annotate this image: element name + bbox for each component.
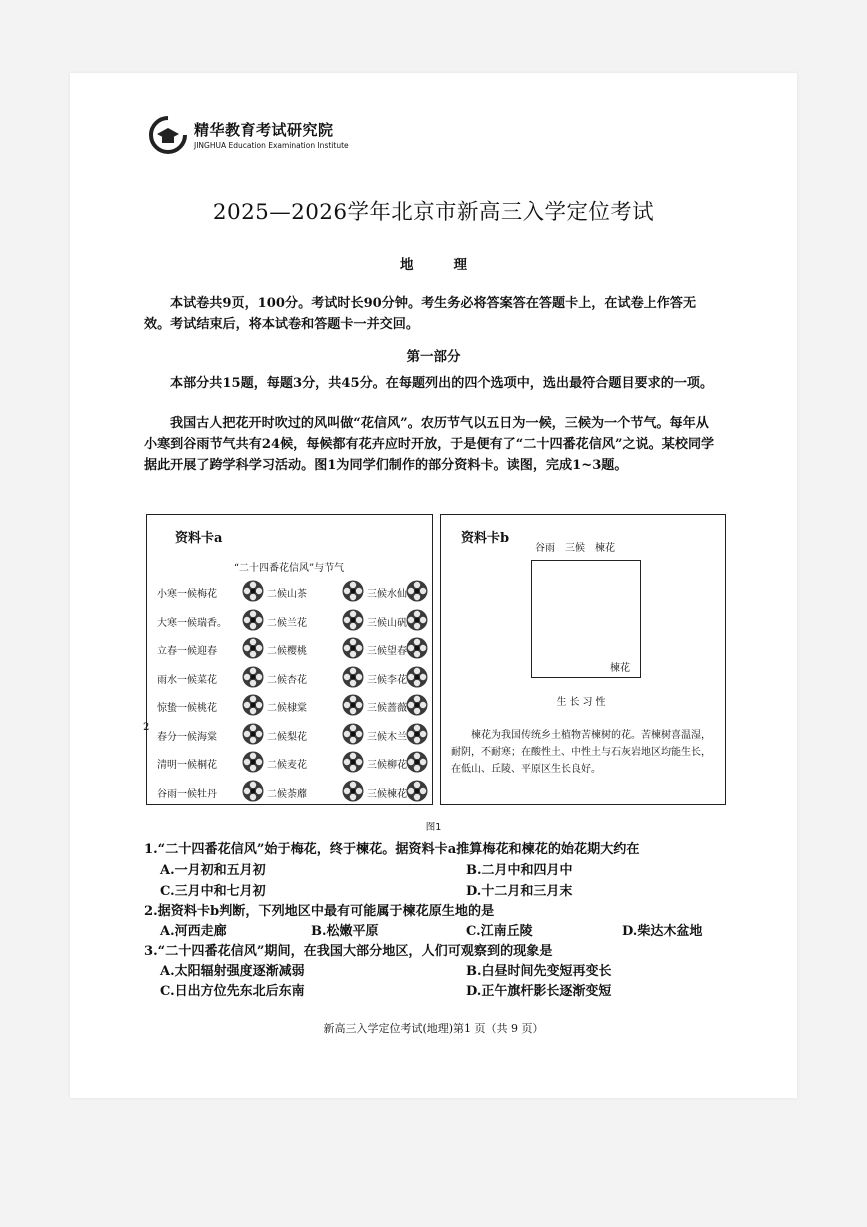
flower-icon (241, 779, 265, 803)
data-card-a (146, 514, 433, 805)
flower-icon (405, 579, 429, 603)
exam-title: 2025—2026学年北京市新高三入学定位考试 (212, 200, 655, 225)
term-text: 三候柳花 (367, 760, 407, 771)
q2-option-a[interactable]: A.河西走廊 (160, 924, 227, 939)
term-text: 二候杏花 (267, 674, 307, 686)
q3-option-c[interactable]: C.日出方位先东北后东南 (160, 984, 305, 999)
flower-icon (405, 636, 429, 660)
card-b-term-labels: 谷雨 三候 楝花 (535, 543, 615, 554)
flower-icon (341, 665, 365, 689)
flower-icon (241, 665, 265, 689)
term-text: 三候李花 (367, 674, 407, 686)
term-cell-1: 立春一候迎春 (157, 646, 217, 657)
term-cell-1: 大寒一候瑞香。 (157, 617, 227, 629)
flower-icon (241, 693, 265, 717)
term-cell-1: 雨水一候菜花 (157, 674, 217, 686)
figure-label: 图1 (425, 822, 442, 833)
question-1: 1.“二十四番花信风”始于梅花，终于楝花。据资料卡a推算梅花和楝花的始花期大约在 (144, 842, 640, 857)
q3-option-b[interactable]: B.白昼时间先变短再变长 (466, 964, 612, 979)
flower-image-label: 楝花 (610, 663, 630, 674)
flower-icon (341, 608, 365, 632)
flower-icon (405, 665, 429, 689)
section-instructions: 本部分共15题，每题3分，共45分。在每题列出的四个选项中，选出最符合题目要求的一项。 (170, 376, 714, 391)
term-text: 三候水仙 (367, 589, 407, 600)
q3-option-a[interactable]: A.太阳辐射强度逐渐减弱 (160, 964, 305, 979)
term-text: 二候山茶 (267, 589, 307, 600)
card-a-title: 资料卡a (175, 531, 223, 546)
flower-icon (241, 608, 265, 632)
flower-icon (341, 636, 365, 660)
flower-icon (341, 579, 365, 603)
logo-name-cn: 精华教育考试研究院 (194, 121, 334, 139)
term-text: 三候楝花 (367, 788, 407, 800)
flower-icon (341, 722, 365, 746)
flower-icon (405, 693, 429, 717)
flower-icon (405, 722, 429, 746)
term-cell-1: 清明一候桐花 (157, 760, 217, 771)
reading-material: 我国古人把花开时吹过的风叫做“花信风”。农历节气以五日为一候，三候为一个节气。每年从小寒到谷雨节气共有24候，每候都有花卉应时开放，于是便有了“二十四番花信风”之说。某校同学据此开展了跨学科学习活动。图1为同学们制作的部分资料卡。读图，完成1~3题。 (144, 416, 715, 473)
logo-name-en: JINGHUA Education Examination Institute (194, 141, 349, 150)
term-text: 三候木兰 (367, 731, 407, 743)
term-text: 二候麦花 (267, 760, 307, 771)
term-cell-1: 谷雨一候牡丹 (157, 788, 217, 800)
data-card-b (440, 514, 726, 805)
flower-icon (341, 693, 365, 717)
flower-icon (405, 608, 429, 632)
institute-logo-icon (148, 115, 188, 155)
term-cell-1: 小寒一候梅花 (157, 589, 217, 600)
habit-text: 楝花为我国传统乡土植物苦楝树的花。苦楝树喜温湿，耐阴，不耐寒；在酸性土、中性土与石灰岩地区均能生长，在低山、丘陵、平原区生长良好。 (451, 730, 711, 775)
term-text: 二候棣棠 (267, 703, 307, 714)
card-a-subtitle: “二十四番花信风”与节气 (233, 563, 345, 574)
q2-option-b[interactable]: B.松嫩平原 (311, 924, 379, 939)
flower-icon (241, 579, 265, 603)
term-text: 二候樱桃 (267, 646, 307, 657)
margin-mark: 2 (143, 722, 150, 733)
card-b-title: 资料卡b (461, 531, 510, 546)
flower-icon (341, 750, 365, 774)
term-text: 二候兰花 (267, 617, 307, 629)
q2-option-c[interactable]: C.江南丘陵 (466, 924, 533, 939)
flower-icon (341, 779, 365, 803)
exam-page (70, 73, 797, 1098)
exam-instructions: 本试卷共9页，100分。考试时长90分钟。考生务必将答案答在答题卡上，在试卷上作答无效。考试结束后，将本试卷和答题卡一并交回。 (144, 296, 697, 332)
question-3: 3.“二十四番花信风”期间，在我国大部分地区，人们可观察到的现象是 (144, 944, 553, 959)
flower-image-box (531, 560, 641, 678)
question-2: 2.据资料卡b判断，下列地区中最有可能属于楝花原生地的是 (144, 904, 495, 919)
q2-option-d[interactable]: D.柴达木盆地 (622, 924, 703, 939)
term-text: 三候望春 (367, 646, 407, 657)
flower-icon (241, 636, 265, 660)
flower-icon (405, 750, 429, 774)
section-title: 第一部分 (406, 349, 461, 365)
page-footer: 新高三入学定位考试(地理)第1 页（共 9 页） (323, 1022, 544, 1035)
term-cell-1: 春分一候海棠 (157, 731, 217, 743)
q3-option-d[interactable]: D.正午旗杆影长逐渐变短 (466, 984, 612, 999)
flower-icon (241, 750, 265, 774)
term-cell-1: 惊蛰一候桃花 (157, 703, 217, 714)
q1-option-a[interactable]: A.一月初和五月初 (160, 863, 266, 878)
habit-title: 生长习性 (556, 697, 609, 708)
flower-icon (241, 722, 265, 746)
term-text: 三候蔷薇 (367, 703, 407, 714)
q1-option-c[interactable]: C.三月中和七月初 (160, 884, 266, 899)
flower-icon (405, 779, 429, 803)
term-text: 二候梨花 (267, 731, 307, 743)
q1-option-d[interactable]: D.十二月和三月末 (466, 884, 573, 899)
term-text: 三候山矾 (367, 617, 407, 629)
subject-title: 地理 (400, 257, 507, 273)
q1-option-b[interactable]: B.二月中和四月中 (466, 863, 573, 878)
term-text: 二候荼蘼 (267, 788, 307, 800)
